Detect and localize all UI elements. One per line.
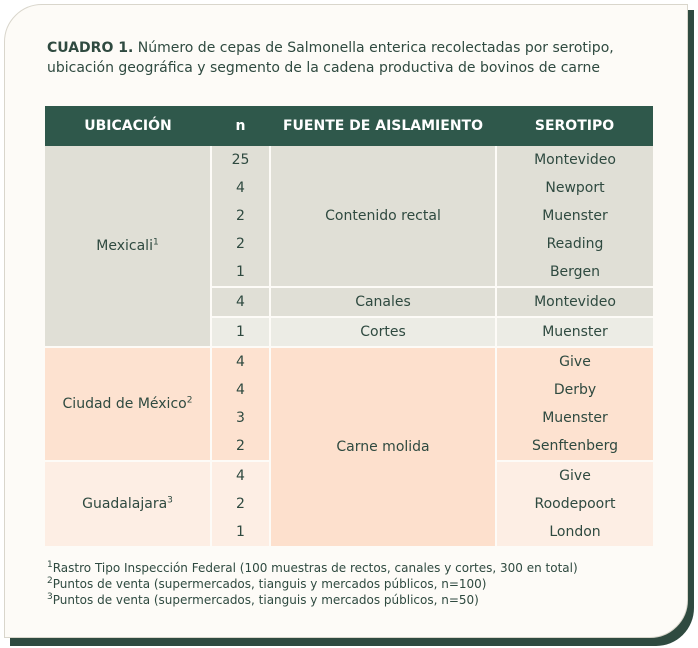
location-guadalajara: Guadalajara$^3$ <box>45 461 211 546</box>
serotype-cell: Montevideo <box>496 146 653 174</box>
serotype-cell: Derby <box>496 376 653 404</box>
header-fuente: FUENTE DE AISLAMIENTO <box>270 106 496 146</box>
serotype-cell: Montevideo <box>496 287 653 317</box>
source-canales: Canales <box>270 287 496 317</box>
location-cdmx: Ciudad de México$^2$ <box>45 347 211 461</box>
source-cortes: Cortes <box>270 317 496 347</box>
n-cell: 4 <box>211 287 270 317</box>
n-cell: 1 <box>211 258 270 287</box>
serotype-cell: Newport <box>496 174 653 202</box>
n-cell: 4 <box>211 461 270 490</box>
serotype-cell: Give <box>496 461 653 490</box>
n-cell: 3 <box>211 404 270 432</box>
serotype-cell: London <box>496 518 653 546</box>
serotype-cell: Bergen <box>496 258 653 287</box>
serotype-cell: Senftenberg <box>496 432 653 461</box>
source-contenido-rectal: Contenido rectal <box>270 146 496 287</box>
n-cell: 25 <box>211 146 270 174</box>
header-serotipo: SEROTIPO <box>496 106 653 146</box>
n-cell: 2 <box>211 202 270 230</box>
table-caption <box>47 38 657 78</box>
header-ubicacion: UBICACIÓN <box>45 106 211 146</box>
n-cell: 2 <box>211 490 270 518</box>
footnote: $^2$Puntos de venta (supermercados, tianguis y mercados públicos, n=100) <box>47 576 487 591</box>
footnote: $^1$Rastro Tipo Inspección Federal (100 muestras de rectos, canales y cortes, 300 en total) <box>47 560 578 575</box>
serotype-cell: Muenster <box>496 317 653 347</box>
serotype-cell: Muenster <box>496 202 653 230</box>
n-cell: 1 <box>211 518 270 546</box>
serotype-cell: Reading <box>496 230 653 258</box>
serotype-table <box>45 106 653 546</box>
n-cell: 4 <box>211 376 270 404</box>
serotype-cell: Muenster <box>496 404 653 432</box>
n-cell: 4 <box>211 174 270 202</box>
caption-text: Número de cepas de Salmonella enterica recolectadas por serotipo, ubicación geográfica y segmento de la cadena productiva de bovinos de carne <box>47 40 614 76</box>
header-n: n <box>211 106 270 146</box>
location-mexicali: Mexicali$^1$ <box>45 146 211 347</box>
footnote: $^3$Puntos de venta (supermercados, tianguis y mercados públicos, n=50) <box>47 592 479 607</box>
n-cell: 2 <box>211 432 270 461</box>
caption-label: CUADRO 1. <box>47 40 134 56</box>
n-cell: 4 <box>211 347 270 376</box>
serotype-cell: Give <box>496 347 653 376</box>
table-row <box>45 146 653 174</box>
n-cell: 2 <box>211 230 270 258</box>
table-row <box>45 347 653 376</box>
header-row <box>45 106 653 146</box>
source-carne-molida: Carne molida <box>270 347 496 546</box>
n-cell: 1 <box>211 317 270 347</box>
serotype-cell: Roodepoort <box>496 490 653 518</box>
footnotes <box>47 560 667 608</box>
